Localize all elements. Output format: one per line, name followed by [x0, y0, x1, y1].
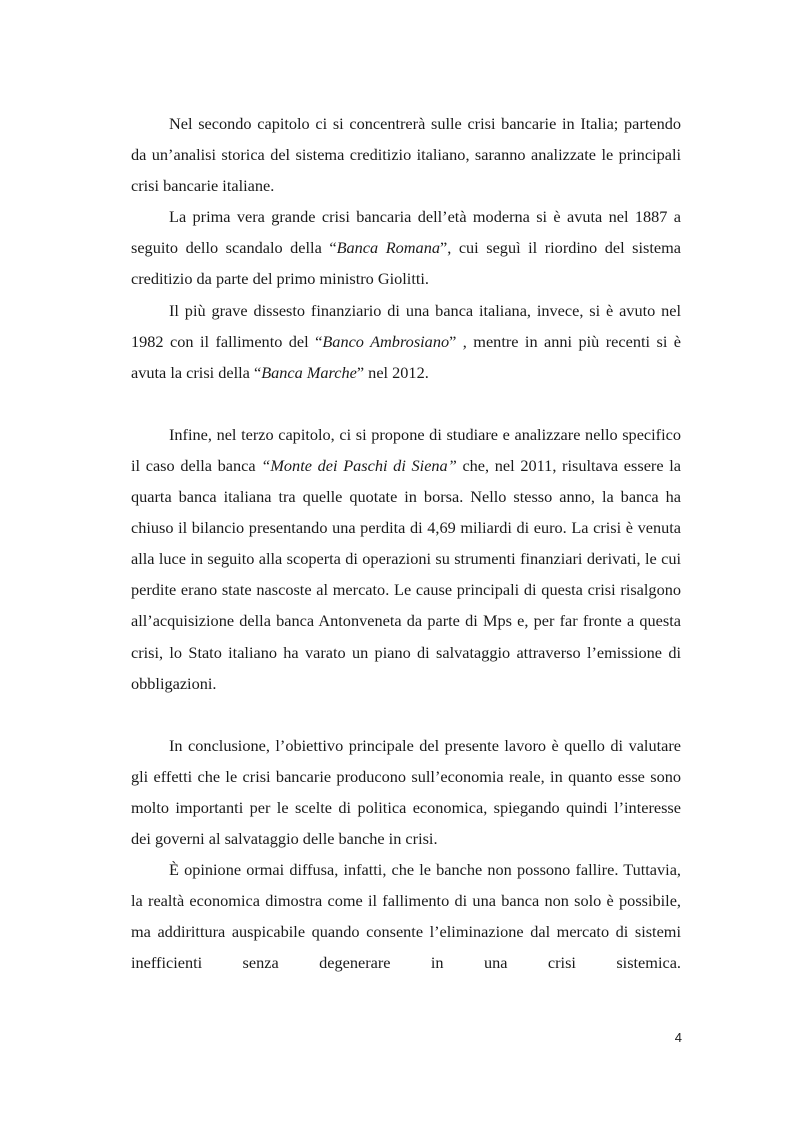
paragraph-banco-ambrosiano: [131, 295, 681, 388]
text-segment: Il più grave dissesto finanziario di una banca italiana, invece, si è avuto nel 1982 con il fallimento del “: [131, 300, 681, 351]
italic-bank-name: Banca Marche: [261, 362, 357, 382]
italic-bank-name: Banca Romana: [336, 238, 440, 258]
text-segment: La prima vera grande crisi bancaria dell’età moderna si è avuta nel 1887 a seguito dello scandalo della “: [131, 207, 681, 258]
paragraph-gap: [131, 388, 681, 419]
text-segment: che, nel 2011, risultava essere la quarta banca italiana tra quelle quotate in borsa. Nello stesso anno, la banca ha chiuso il bilancio presentando una perdita di 4,69 miliardi di euro. La crisi è venuta alla luce in seguito alla scoperta di operazioni su strumenti finanziari derivati, le cui perdite erano state nascoste al mercato. Le cause principali di questa crisi risalgono all’acquisizione della banca Antonveneta da parte di Mps e, per far fronte a questa crisi, lo Stato italiano ha varato un piano di salvataggio attraverso l’emissione di obbligazioni.: [131, 455, 682, 693]
paragraph-gap: [131, 699, 681, 730]
text-segment: ”, cui seguì il riordino del sistema creditizio da parte del primo ministro Giolitti.: [131, 238, 681, 289]
paragraph-opinion: È opinione ormai diffusa, infatti, che le banche non possono fallire. Tuttavia, la realtà economica dimostra come il fallimento di una banca non solo è possibile, ma addirittura auspicabile quando consente l’eliminazione dal mercato di sistemi inefficienti senza degenerare in una crisi sistemica.: [131, 860, 681, 973]
paragraph-conclusion: In conclusione, l’obiettivo principale del presente lavoro è quello di valutare gli effetti che le crisi bancarie producono sull’economia reale, in quanto esse sono molto importanti per le scelte di politica economica, spiegando quindi l’interesse dei governi al salvataggio delle banche in crisi.: [131, 735, 681, 848]
italic-bank-name: “Monte dei Paschi di Siena”: [261, 455, 457, 475]
text-segment: ” nel 2012.: [356, 362, 429, 382]
document-body: [131, 108, 681, 978]
italic-bank-name: Banco Ambrosiano: [322, 331, 450, 351]
text-segment: ” , mentre in anni più recenti si è avuta la crisi della “: [131, 331, 682, 382]
text-segment: Infine, nel terzo capitolo, ci si propone di studiare e analizzare nello specifico il caso della banca: [131, 424, 681, 475]
paragraph-chapter-two: Nel secondo capitolo ci si concentrerà sulle crisi bancarie in Italia; partendo da un’analisi storica del sistema creditizio italiano, saranno analizzate le principali crisi bancarie italiane.: [131, 114, 681, 196]
page-number: 4: [674, 1030, 682, 1045]
paragraph-chapter-three: [131, 419, 681, 699]
paragraph-banca-romana: [131, 201, 681, 294]
